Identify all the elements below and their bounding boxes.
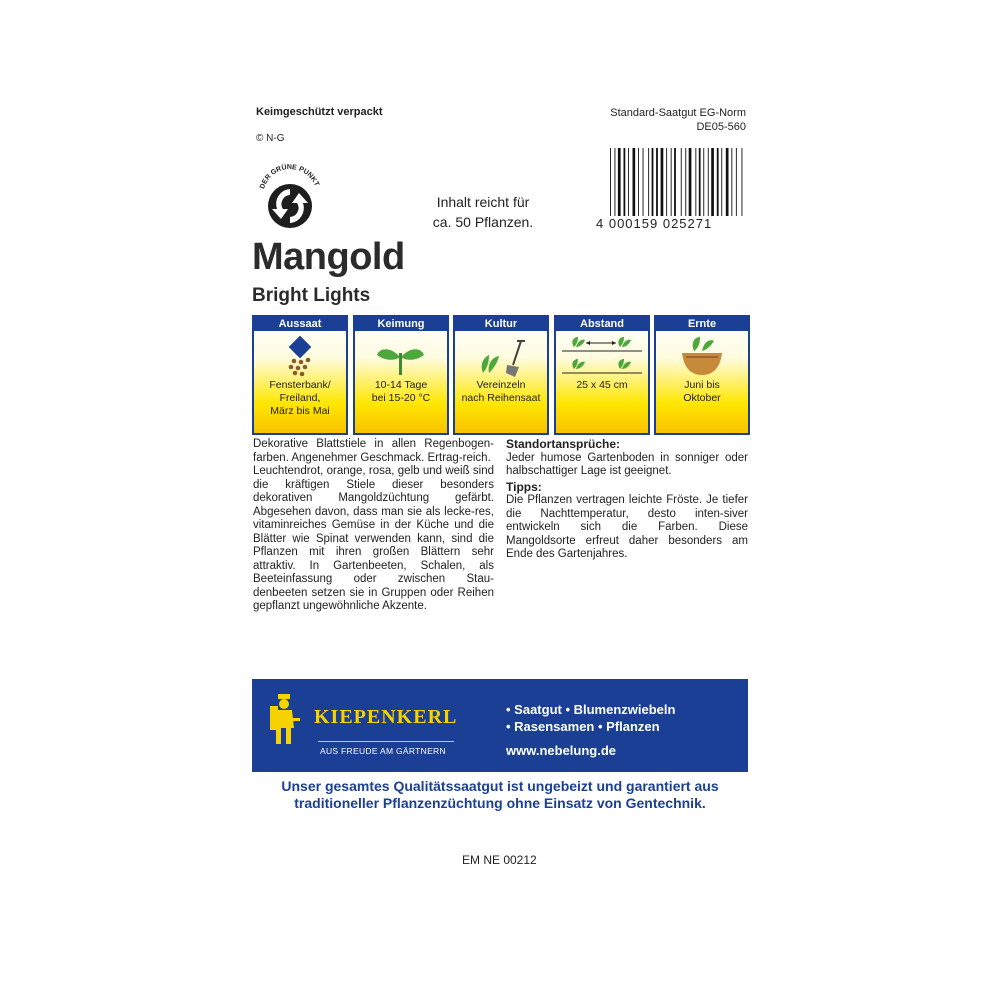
barcode-bar <box>618 148 621 218</box>
tile-line: Oktober <box>683 392 721 404</box>
seed-standard-line1: Standard-Saatgut EG-Norm <box>610 107 746 119</box>
brand-products-line1: • Saatgut • Blumenzwiebeln <box>506 702 676 717</box>
barcode-bar <box>661 148 664 218</box>
tile-heading: Ernte <box>656 317 748 331</box>
description-intro: Dekorative Blattstiele in allen Regenbogen-farben. Angenehmer Geschmack. Ertrag-reich. <box>253 438 494 464</box>
tile-heading: Kultur <box>455 317 547 331</box>
product-subtitle: Bright Lights <box>252 285 371 306</box>
quality-line2: traditioneller Pflanzenzüchtung ohne Einsatz von Gentechnik. <box>294 795 706 811</box>
description-body: Leuchtendrot, orange, rosa, gelb und weiß sind die kräftigen Stiele dieser besonders dekorativen Mangoldzüchtung gefärbt. Abgesehen davon, dass man sie als lecke-res, vitaminreiches Gemüse in der Küche und die Blätter wie Spinat verwenden kann, sind die Pflanzen mit ihren großen Blättern sehr attraktiv. In Gartenbeeten, Schalen, als Beeteinfassung oder zwischen Stau-denbeeten setzen sie in Gruppen oder Reihen gepflanzt ungewöhnliche Akzente. <box>253 465 494 612</box>
barcode-bar <box>648 148 649 218</box>
brand-website[interactable]: www.nebelung.de <box>506 743 617 758</box>
barcode-bar <box>689 148 692 218</box>
tile-line: Freiland, <box>279 392 321 404</box>
tile-line: März bis Mai <box>270 405 330 417</box>
quality-line1: Unser gesamtes Qualitätssaatgut ist ungebeizt und garantiert aus <box>281 778 719 794</box>
tile-ernte <box>654 315 750 435</box>
description <box>253 438 494 614</box>
tile-line: nach Reihensaat <box>461 392 541 404</box>
barcode-bar <box>742 148 743 218</box>
tile-text <box>656 379 748 405</box>
barcode-bar <box>638 148 639 218</box>
barcode-bar <box>711 148 714 218</box>
barcode-bar <box>731 148 732 218</box>
tile-text <box>455 379 547 405</box>
brand-products-line2: • Rasensamen • Pflanzen <box>506 719 660 734</box>
barcode-bar <box>674 148 676 218</box>
location-heading: Standortansprüche: <box>506 437 621 451</box>
tile-heading: Abstand <box>556 317 648 331</box>
tile-line: Juni bis <box>684 379 720 391</box>
brand-tagline: AUS FREUDE AM GÄRTNERN <box>320 746 446 756</box>
seed-standard-line2: DE05-560 <box>696 121 746 133</box>
tile-keimung <box>353 315 449 435</box>
barcode-bar <box>643 148 644 218</box>
tile-line: 10-14 Tage <box>374 379 428 391</box>
tile-text <box>556 379 648 392</box>
quality-statement <box>252 778 748 812</box>
barcode-bar <box>652 148 654 218</box>
contents-line2: ca. 50 Pflanzen. <box>432 214 534 230</box>
barcode-bar <box>721 148 722 218</box>
tile-line: bei 15-20 °C <box>371 392 431 404</box>
barcode-bar <box>666 148 667 218</box>
tile-aussaat <box>252 315 348 435</box>
tile-line: Fensterbank/ <box>269 379 331 391</box>
kiepenkerl-mascot-icon <box>268 692 302 748</box>
tile-text <box>254 379 346 418</box>
tips-heading: Tipps: <box>506 479 542 494</box>
tile-line: 25 x 45 cm <box>576 379 628 391</box>
barcode-bar <box>685 148 686 218</box>
barcode-bar <box>699 148 701 218</box>
barcode-bar <box>633 148 636 218</box>
copyright: © N-G <box>256 133 285 144</box>
barcode-bar <box>726 148 729 218</box>
barcode-bar <box>628 148 629 218</box>
barcode-bar <box>624 148 626 218</box>
contents-note <box>418 192 548 232</box>
tile-abstand <box>554 315 650 435</box>
product-title: Mangold <box>252 236 405 278</box>
barcode-bar <box>610 148 611 218</box>
barcode-bar <box>717 148 719 218</box>
barcode-bar <box>736 148 737 218</box>
packaging-note: Keimgeschützt verpackt <box>256 106 383 118</box>
article-number: EM NE 00212 <box>462 853 537 867</box>
barcode-bar <box>695 148 696 218</box>
tile-text <box>355 379 447 405</box>
tips-text: Die Pflanzen vertragen leichte Fröste. Je tiefer die Nachttemperatur, desto inten-siver entwickeln sich die Farben. Diese Mangoldsorte erfreut daher besonders am Ende des Gartenjahres. <box>506 494 748 560</box>
seed-standard <box>560 106 746 134</box>
growing-info <box>506 438 748 562</box>
tile-kultur <box>453 315 549 435</box>
tile-heading: Aussaat <box>254 317 346 331</box>
contents-line1: Inhalt reicht für <box>436 194 530 210</box>
barcode-bar <box>671 148 672 218</box>
logo-divider <box>318 741 454 742</box>
tile-line: Vereinzeln <box>476 379 526 391</box>
gruener-punkt-icon <box>255 161 325 231</box>
barcode-bar <box>681 148 682 218</box>
svg-text:DER GRÜNE PUNKT: DER GRÜNE PUNKT <box>259 163 320 190</box>
tile-heading: Keimung <box>355 317 447 331</box>
location-text: Jeder humose Gartenboden in sonniger oder halbschattiger Lage ist geeignet. <box>506 451 748 477</box>
barcode-bar <box>703 148 704 218</box>
barcode-bar <box>708 148 709 218</box>
brand-logo-text: KIEPENKERL <box>314 706 458 728</box>
ean-number: 4 000159 025271 <box>596 216 748 231</box>
barcode-bar <box>656 148 658 218</box>
barcode-bar <box>615 148 616 218</box>
